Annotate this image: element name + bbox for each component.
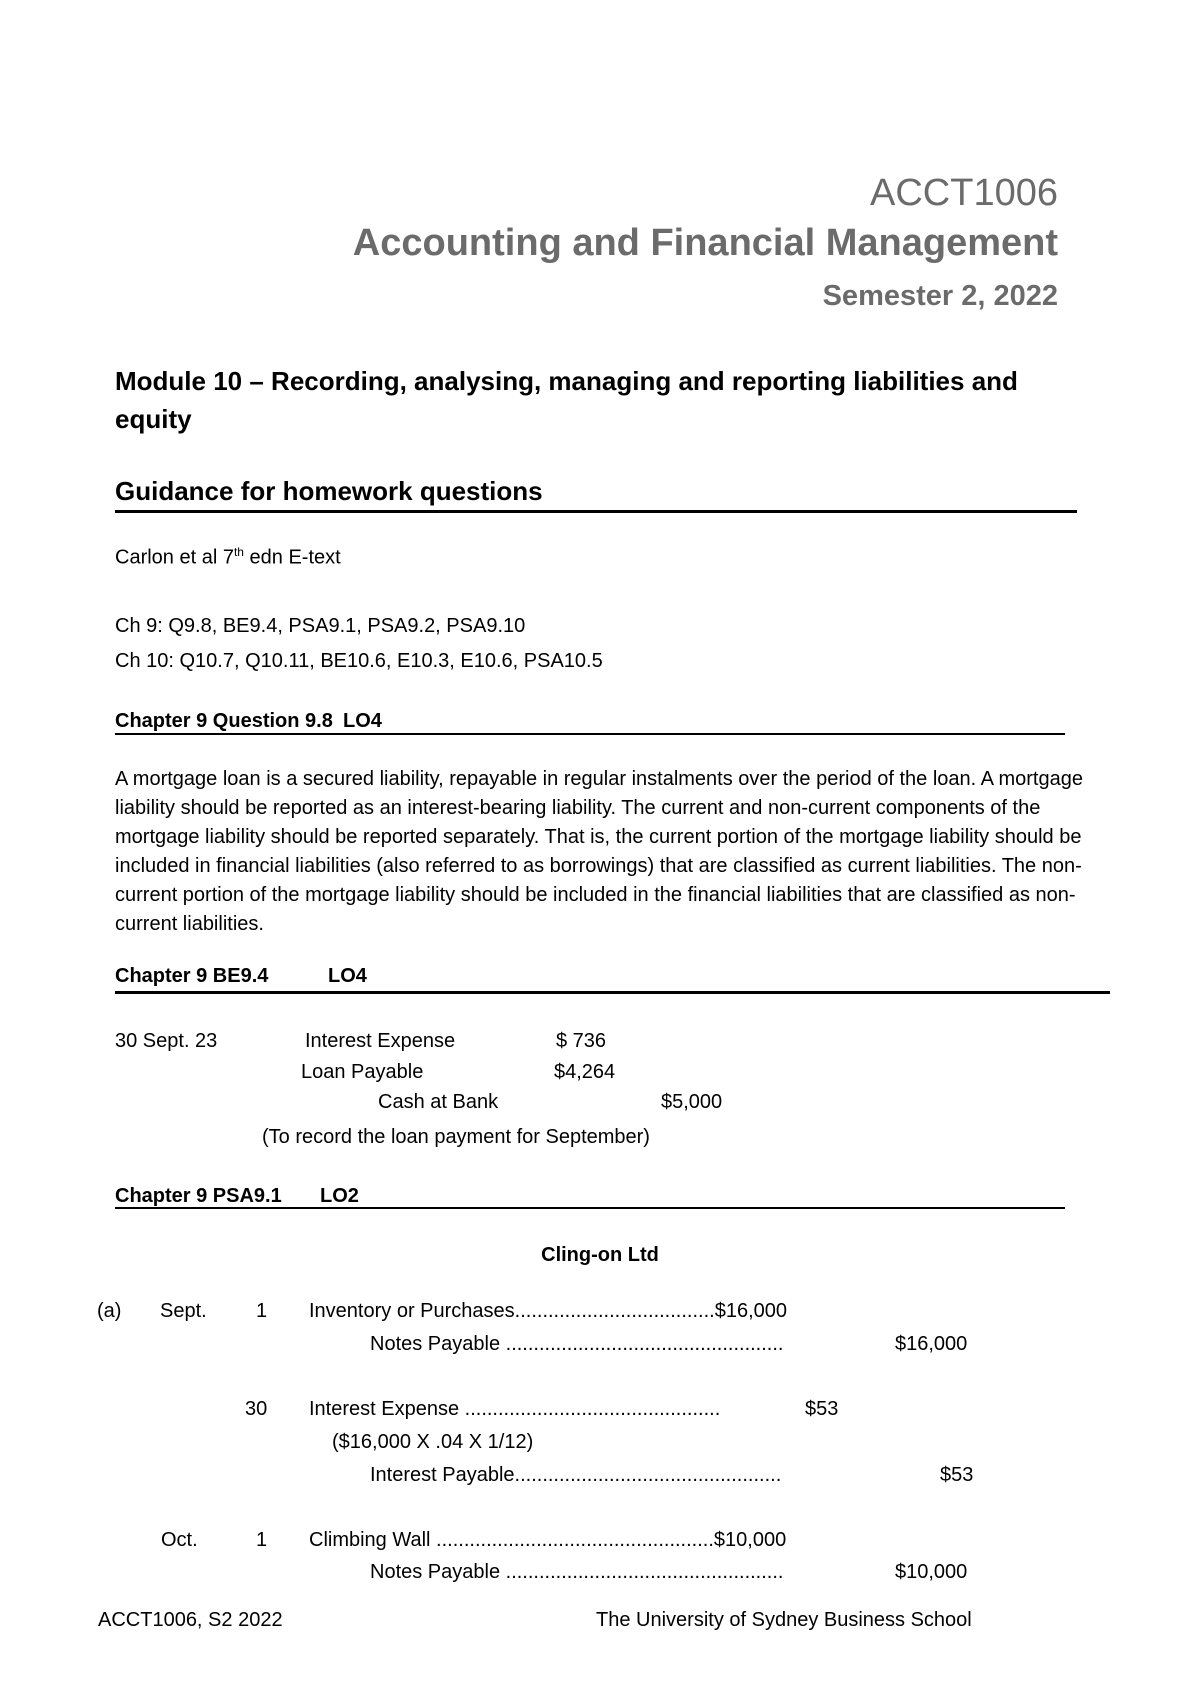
psa91-e2-credit-amount: $53 <box>940 1464 974 1486</box>
be94-lo: LO4 <box>328 965 367 987</box>
course-name: Accounting and Financial Management <box>352 222 1058 264</box>
be94-heading: Chapter 9 BE9.4 <box>115 965 269 987</box>
psa91-underline <box>115 1207 1065 1209</box>
psa91-e1-month: Sept. <box>160 1300 207 1322</box>
homework-ch10: Ch 10: Q10.7, Q10.11, BE10.6, E10.3, E10.6, PSA10.5 <box>115 650 603 672</box>
footer-left: ACCT1006, S2 2022 <box>98 1609 283 1631</box>
guidance-heading: Guidance for homework questions <box>115 476 543 506</box>
psa91-e2-debit: Interest Expense .............................................. <box>309 1398 721 1420</box>
guidance-underline <box>115 510 1077 513</box>
psa91-lo: LO2 <box>320 1185 359 1207</box>
psa91-e2-credit: Interest Payable................................................ <box>370 1464 782 1486</box>
be94-line2-amount: $4,264 <box>554 1061 616 1083</box>
be94-underline <box>115 991 1110 994</box>
be94-line1-account: Interest Expense <box>305 1030 456 1052</box>
be94-line2-account: Loan Payable <box>301 1061 424 1083</box>
psa91-e3-day: 1 <box>256 1529 268 1551</box>
psa91-e3-credit: Notes Payable .................................................. <box>370 1561 784 1583</box>
psa91-part: (a) <box>97 1300 122 1322</box>
psa91-e1-day: 1 <box>256 1300 268 1322</box>
footer-right: The University of Sydney Business School <box>596 1609 972 1631</box>
homework-ch9: Ch 9: Q9.8, BE9.4, PSA9.1, PSA9.2, PSA9.10 <box>115 615 526 637</box>
q98-heading: Chapter 9 Question 9.8 <box>115 710 333 732</box>
q98-answer: A mortgage loan is a secured liability, repayable in regular instalments over the period of the loan. A mortgage liability should be reported as an interest-bearing liability. The current and non-current components of the mortgage liability should be reported separately. That is, the current portion of the mortgage liability should be included in financial liabilities (also referred to as borrowings) that are classified as current liabilities. The non-current portion of the mortgage liability should be included in the financial liabilities that are classified as non-current liabilities. <box>115 768 1083 935</box>
be94-line3-account: Cash at Bank <box>378 1091 499 1113</box>
psa91-e3-debit: Climbing Wall ..................................................$10,000 <box>309 1529 787 1551</box>
psa91-company: Cling-on Ltd <box>541 1244 659 1266</box>
module-title: Module 10 – Recording, analysing, managing and reporting liabilities and equity <box>115 366 1018 434</box>
psa91-e2-debit-amount: $53 <box>805 1398 839 1420</box>
psa91-e1-credit: Notes Payable .................................................. <box>370 1333 784 1355</box>
text-reference-after: edn E-text <box>243 546 341 569</box>
psa91-heading: Chapter 9 PSA9.1 <box>115 1185 282 1207</box>
semester: Semester 2, 2022 <box>822 280 1058 312</box>
q98-lo: LO4 <box>343 710 382 732</box>
be94-line3-amount: $5,000 <box>661 1091 723 1113</box>
psa91-e2-calc: ($16,000 X .04 X 1/12) <box>332 1431 534 1453</box>
be94-narration: (To record the loan payment for September) <box>262 1126 650 1148</box>
be94-date: 30 Sept. 23 <box>115 1030 218 1052</box>
course-code: ACCT1006 <box>870 172 1058 214</box>
text-reference <box>115 545 341 570</box>
text-reference-before: Carlon et al 7 <box>115 546 234 569</box>
psa91-e3-credit-amount: $10,000 <box>895 1561 968 1583</box>
be94-line1-amount: $ 736 <box>556 1030 607 1052</box>
q98-underline <box>115 733 1065 735</box>
text-reference-sup: th <box>233 545 244 559</box>
psa91-e2-day: 30 <box>245 1398 268 1420</box>
psa91-e1-debit: Inventory or Purchases....................................$16,000 <box>309 1300 787 1322</box>
psa91-e3-month: Oct. <box>161 1529 198 1551</box>
psa91-e1-credit-amount: $16,000 <box>895 1333 968 1355</box>
